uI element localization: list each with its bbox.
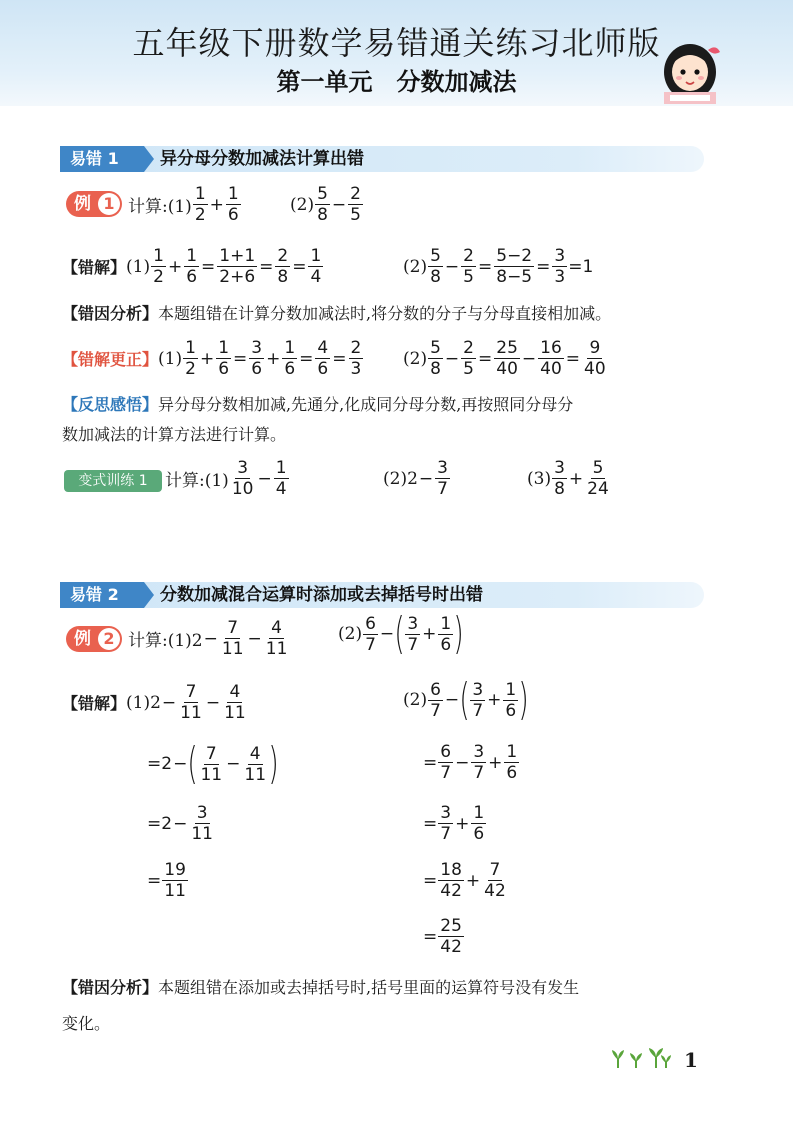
fraction <box>222 682 248 723</box>
example-number: 1 <box>98 193 120 215</box>
numerator: 3 <box>237 458 249 478</box>
fraction <box>189 803 215 844</box>
numerator: 5 <box>317 184 328 204</box>
wrong-solution-2-a-step-4 <box>147 860 189 901</box>
denominator: 8 <box>430 359 441 379</box>
denominator: 11 <box>191 824 213 844</box>
example-1-problem-2 <box>290 184 364 225</box>
numerator: 7 <box>185 682 197 702</box>
denominator: 7 <box>437 479 448 499</box>
denominator: 4 <box>310 267 322 287</box>
numerator: 7 <box>489 860 501 880</box>
example-1-problem-1 <box>128 184 242 225</box>
numerator: 1 <box>284 338 296 358</box>
denominator: 40 <box>540 359 562 379</box>
wrong-solution-2-b-step-5 <box>423 916 465 957</box>
operator: − <box>418 468 434 489</box>
math-text: = <box>423 752 438 773</box>
page-header <box>0 0 793 106</box>
wrong-solution-2-a-step-3 <box>147 803 216 844</box>
fraction <box>217 246 257 287</box>
problem-prefix: (2) <box>290 194 315 215</box>
numerator: 1 <box>218 338 230 358</box>
operator: − <box>521 348 537 369</box>
section-bar-2 <box>60 582 704 608</box>
fraction <box>349 338 364 379</box>
fraction <box>308 246 323 287</box>
denominator: 7 <box>472 700 484 721</box>
fraction <box>230 458 256 499</box>
variant-problem-1 <box>165 458 290 499</box>
section-tag-1: 易错 1 <box>60 146 144 172</box>
fraction <box>428 680 443 721</box>
numerator: 16 <box>540 338 562 358</box>
denominator: 8 <box>277 267 289 287</box>
section-title-1: 异分母分数加减法计算出错 <box>160 149 364 169</box>
denominator: 3 <box>350 359 362 379</box>
wrong-solution-2-b-step-3 <box>423 803 487 844</box>
wrong-solution-1-a <box>62 246 324 287</box>
fraction <box>220 618 246 659</box>
fraction <box>242 744 268 785</box>
fraction <box>216 338 231 379</box>
denominator: 6 <box>473 824 485 844</box>
numerator: 1 <box>473 803 485 823</box>
numerator: 2 <box>277 246 289 266</box>
denominator: 7 <box>365 634 376 655</box>
numerator: 3 <box>407 613 419 634</box>
fraction <box>503 680 518 721</box>
unit-title: 第一单元 分数加减法 <box>276 68 517 96</box>
numerator: 3 <box>437 458 448 478</box>
denominator: 40 <box>496 359 518 379</box>
fraction <box>193 184 208 225</box>
problem-prefix: 计算:(1) <box>128 197 192 217</box>
operator: + <box>422 624 437 644</box>
fraction <box>482 860 508 901</box>
operator: − <box>247 628 262 649</box>
fraction <box>315 184 330 225</box>
operator: + <box>487 690 502 710</box>
math-text: (2)2 <box>383 468 418 489</box>
numerator: 18 <box>440 860 462 880</box>
wrong-solution-2-b-step-1 <box>403 674 529 725</box>
math-text: (1) <box>158 348 183 369</box>
fraction <box>226 184 241 225</box>
operator: − <box>444 256 460 277</box>
math-text: =2 <box>147 754 173 774</box>
denominator: 6 <box>317 359 329 379</box>
denominator: 5 <box>463 359 474 379</box>
numerator: 6 <box>365 613 376 634</box>
fraction <box>435 458 450 499</box>
corrected-solution-1-a <box>62 338 364 379</box>
numerator: 2 <box>463 338 474 358</box>
fraction <box>405 614 420 655</box>
denominator: 7 <box>440 763 452 783</box>
fraction <box>494 246 534 287</box>
denominator: 11 <box>164 881 186 901</box>
operator: = <box>478 348 493 369</box>
example-label: 例 <box>74 194 91 214</box>
math-text: = <box>423 926 438 947</box>
operator: + <box>568 468 584 489</box>
operator: = <box>201 256 216 277</box>
denominator: 7 <box>440 824 452 844</box>
fraction <box>470 680 485 721</box>
math-text: 计算:(1)2 <box>128 631 203 651</box>
wrong-solution-1-b <box>403 246 593 287</box>
denominator: 8 <box>317 205 328 225</box>
denominator: 5 <box>463 267 474 287</box>
denominator: 11 <box>244 764 267 785</box>
denominator: 6 <box>227 205 239 225</box>
fraction <box>198 744 224 785</box>
denominator: 42 <box>440 937 462 957</box>
math-text: (1) <box>126 256 151 277</box>
math-text: (2) <box>403 348 428 369</box>
denominator: 6 <box>284 359 296 379</box>
numerator: 1 <box>185 338 196 358</box>
example-2-problem-2 <box>338 608 464 659</box>
numerator: 2 <box>350 338 362 358</box>
numerator: 1 <box>310 246 322 266</box>
wrong-solution-2-b-step-4 <box>423 860 509 901</box>
parenthesis: ( <box>394 608 405 659</box>
denominator: 6 <box>506 763 518 783</box>
numerator: 1 <box>194 184 206 204</box>
fraction <box>264 618 290 659</box>
fraction <box>471 803 486 844</box>
fraction <box>461 246 476 287</box>
numerator: 3 <box>440 803 452 823</box>
fraction <box>538 338 564 379</box>
denominator: 42 <box>484 881 506 901</box>
denominator: 11 <box>224 703 246 723</box>
fraction <box>438 742 453 783</box>
operator: − <box>379 624 395 644</box>
operator: − <box>173 754 188 774</box>
math-text: (2) <box>403 256 428 277</box>
fraction <box>552 458 567 499</box>
numerator: 4 <box>271 618 282 638</box>
operator: − <box>173 813 188 834</box>
fraction <box>438 614 453 655</box>
fraction <box>428 338 443 379</box>
numerator: 9 <box>589 338 601 358</box>
math-text: (2) <box>338 624 363 644</box>
denominator: 6 <box>218 359 230 379</box>
operator: = <box>332 348 347 369</box>
reflection: 【反思感悟】异分母分数相加减,先通分,化成同分母分数,再按照同分母分 数加减法的计算方法进行计算。 <box>62 395 574 444</box>
denominator: 11 <box>221 639 244 659</box>
numerator: 1 <box>275 458 287 478</box>
cause-analysis-2: 【错因分析】本题组错在添加或去掉括号时,括号里面的运算符号没有发生 变化。 <box>62 978 580 1033</box>
math-text: (3) <box>527 468 552 489</box>
denominator: 11 <box>265 639 288 659</box>
wrong-solution-2-b-step-2 <box>423 742 520 783</box>
denominator: 24 <box>587 479 609 499</box>
operator: − <box>205 692 221 713</box>
denominator: 10 <box>231 479 254 499</box>
numerator: 7 <box>227 618 239 638</box>
fraction <box>438 803 453 844</box>
operator: + <box>266 348 281 369</box>
fraction <box>348 184 363 225</box>
operator: − <box>161 692 177 713</box>
denominator: 7 <box>407 634 419 655</box>
math-text: = <box>147 870 162 891</box>
section-title-2: 分数加减混合运算时添加或去掉括号时出错 <box>160 585 483 605</box>
fraction <box>315 338 330 379</box>
operator: − <box>226 754 241 774</box>
numerator: 1 <box>506 742 518 762</box>
sprout-decoration-icon <box>610 1048 672 1070</box>
denominator: 2 <box>185 359 196 379</box>
operator: + <box>199 348 215 369</box>
fraction <box>438 916 464 957</box>
denominator: 8−5 <box>496 267 533 287</box>
operator: − <box>331 194 347 215</box>
math-text: (1)2 <box>126 692 161 713</box>
fraction <box>178 682 204 723</box>
parenthesis: ) <box>268 738 279 789</box>
numerator: 5 <box>430 246 441 266</box>
example-badge-2: 例 2 <box>66 626 122 652</box>
denominator: 2+6 <box>219 267 256 287</box>
numerator: 2 <box>350 184 361 204</box>
cause-analysis-1: 【错因分析】本题组错在计算分数加减法时,将分数的分子与分母直接相加减。 <box>62 304 612 323</box>
operator: + <box>465 870 481 891</box>
fraction <box>275 246 290 287</box>
numerator: 5−2 <box>496 246 533 266</box>
numerator: 1 <box>227 184 239 204</box>
example-badge-1 <box>66 191 122 217</box>
fraction <box>438 860 464 901</box>
math-text: =2 <box>147 813 173 834</box>
parenthesis: ( <box>459 674 470 725</box>
fraction <box>363 614 378 655</box>
denominator: 2 <box>153 267 164 287</box>
corrected-label: 【错解更正】 <box>62 350 159 369</box>
fraction <box>184 246 199 287</box>
operator: − <box>455 752 470 773</box>
denominator: 5 <box>350 205 361 225</box>
numerator: 3 <box>472 679 484 700</box>
page-number: 1 <box>684 1048 698 1072</box>
operator: − <box>444 690 460 710</box>
fraction <box>582 338 608 379</box>
denominator: 4 <box>275 479 287 499</box>
operator: + <box>167 256 183 277</box>
numerator: 5 <box>592 458 604 478</box>
math-text: 计算:(1) <box>165 471 229 491</box>
numerator: 3 <box>473 742 485 762</box>
math-text: 【错解】 <box>62 694 127 713</box>
math-text: =1 <box>568 256 594 277</box>
denominator: 8 <box>430 267 441 287</box>
denominator: 6 <box>186 267 198 287</box>
operator: + <box>209 194 224 215</box>
operator: − <box>444 348 460 369</box>
operator: = <box>565 348 581 369</box>
operator: = <box>292 256 307 277</box>
fraction <box>183 338 198 379</box>
numerator: 3 <box>554 458 565 478</box>
fraction <box>552 246 567 287</box>
parenthesis: ( <box>187 738 199 789</box>
example-2-problem-1 <box>128 618 290 659</box>
math-text: = <box>423 813 438 834</box>
fraction <box>461 338 476 379</box>
denominator: 6 <box>505 700 517 721</box>
numerator: 5 <box>430 338 441 358</box>
fraction <box>151 246 166 287</box>
variant-problem-3 <box>527 458 612 499</box>
variant-training-badge: 变式训练 1 <box>64 470 162 492</box>
denominator: 2 <box>194 205 206 225</box>
numerator: 4 <box>229 682 241 702</box>
fraction <box>274 458 289 499</box>
wrong-label: 【错解】 <box>62 258 127 277</box>
fraction <box>504 742 519 783</box>
fraction <box>282 338 297 379</box>
fraction <box>249 338 264 379</box>
denominator: 3 <box>554 267 566 287</box>
numerator: 4 <box>249 743 261 764</box>
denominator: 7 <box>430 700 441 721</box>
fraction <box>162 860 188 901</box>
fraction <box>494 338 520 379</box>
operator: + <box>488 752 503 773</box>
numerator: 1 <box>186 246 198 266</box>
numerator: 3 <box>196 803 208 823</box>
girl-illustration-icon <box>650 42 730 104</box>
denominator: 6 <box>251 359 263 379</box>
numerator: 7 <box>205 743 217 764</box>
numerator: 3 <box>554 246 566 266</box>
numerator: 3 <box>251 338 263 358</box>
page-title: 五年级下册数学易错通关练习北师版 <box>132 24 661 62</box>
math-text: = <box>423 870 438 891</box>
section-tag-2: 易错 2 <box>60 582 144 608</box>
numerator: 1 <box>153 246 164 266</box>
numerator: 1+1 <box>219 246 256 266</box>
variant-problem-2 <box>383 458 451 499</box>
numerator: 19 <box>164 860 186 880</box>
numerator: 4 <box>317 338 329 358</box>
numerator: 25 <box>440 916 462 936</box>
denominator: 11 <box>200 764 223 785</box>
operator: = <box>299 348 314 369</box>
numerator: 6 <box>430 679 441 700</box>
numerator: 1 <box>440 613 452 634</box>
parenthesis: ) <box>518 674 529 725</box>
operator: − <box>257 468 272 489</box>
denominator: 6 <box>440 634 452 655</box>
operator: = <box>259 256 274 277</box>
operator: = <box>233 348 248 369</box>
denominator: 40 <box>584 359 606 379</box>
numerator: 25 <box>496 338 518 358</box>
fraction <box>471 742 486 783</box>
denominator: 8 <box>554 479 565 499</box>
fraction <box>585 458 611 499</box>
wrong-solution-2-a-step-1 <box>62 682 249 723</box>
section-bar-1 <box>60 146 704 172</box>
parenthesis: ) <box>453 608 464 659</box>
operator: = <box>478 256 493 277</box>
operator: − <box>203 628 218 649</box>
denominator: 7 <box>473 763 485 783</box>
numerator: 1 <box>505 679 517 700</box>
numerator: 2 <box>463 246 474 266</box>
operator: + <box>455 813 470 834</box>
operator: = <box>536 256 551 277</box>
denominator: 42 <box>440 881 462 901</box>
math-text: (2) <box>403 690 428 710</box>
wrong-solution-2-a-step-2 <box>147 738 279 789</box>
numerator: 6 <box>440 742 452 762</box>
fraction <box>428 246 443 287</box>
denominator: 11 <box>180 703 202 723</box>
corrected-solution-1-b <box>403 338 609 379</box>
